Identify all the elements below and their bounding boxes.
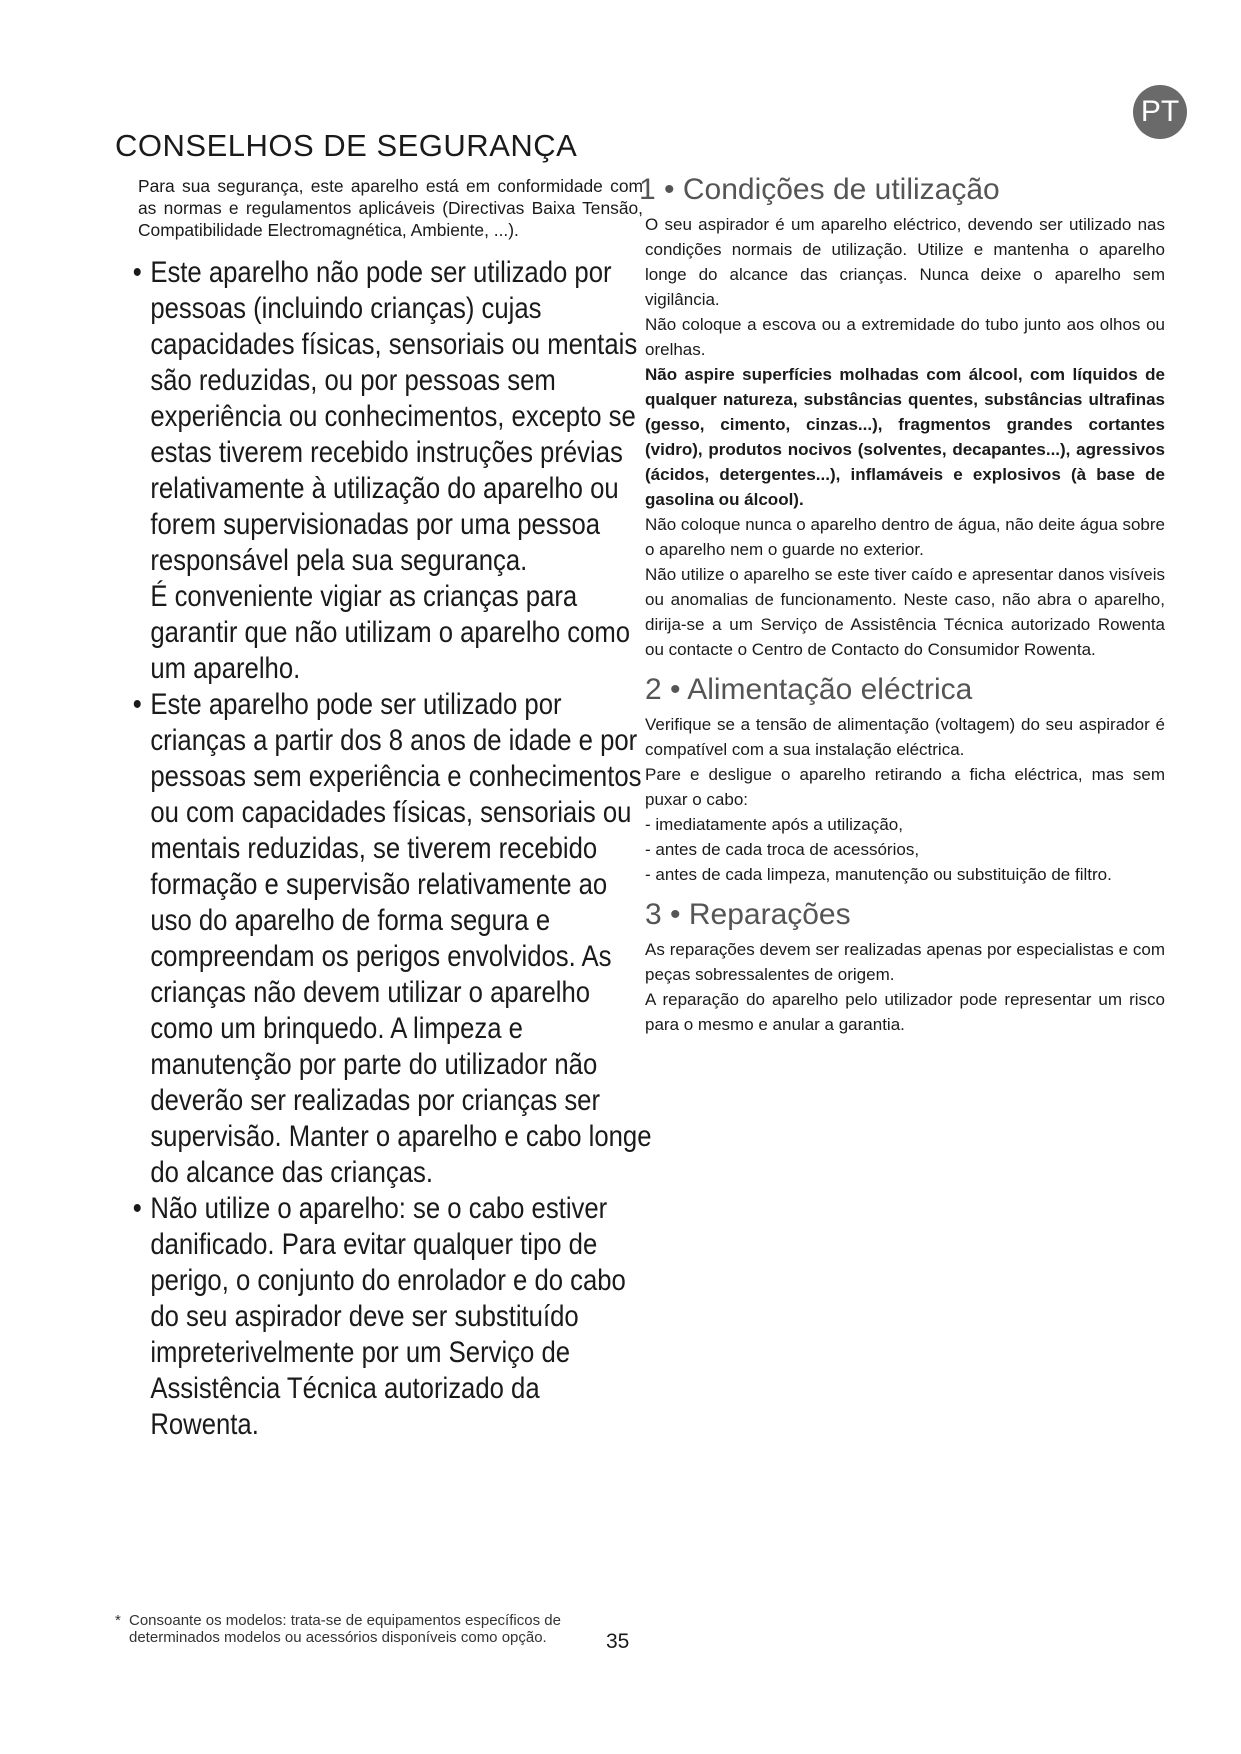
section-paragraph: Pare e desligue o aparelho retirando a ficha eléctrica, mas sem puxar o cabo: bbox=[645, 765, 1165, 809]
list-item: - imediatamente após a utilização, bbox=[645, 815, 903, 834]
intro-paragraph: Para sua segurança, este aparelho está em conformidade com as normas e regulamentos aplicáveis (Directivas Baixa Tensão, Compatibilidade Electromagnética, Ambiente, ...). bbox=[138, 176, 643, 240]
left-column bbox=[132, 175, 652, 1443]
section-paragraph: Não utilize o aparelho se este tiver caído e apresentar danos visíveis ou anomalias de funcionamento. Neste caso, não abra o aparelho, dirija-se a um Serviço de Assistência Técnica autorizado Rowenta ou contacte o Centro de Contacto do Consumidor Rowenta. bbox=[645, 565, 1165, 659]
safety-item-text: É conveniente vigiar as crianças para garantir que não utilizam o aparelho como um aparelho. bbox=[150, 581, 631, 685]
page-number: 35 bbox=[606, 1630, 630, 1653]
footnote-text: Consoante os modelos: trata-se de equipamentos específicos de determinados modelos ou acessórios disponíveis como opção. bbox=[129, 1612, 561, 1646]
safety-item-text: Este aparelho não pode ser utilizado por pessoas (incluindo crianças) cujas capacidades físicas, sensoriais ou mentais são reduzidas, ou por pessoas sem experiência ou conhecimentos, excepto se estas tiverem recebido instruções prévias relativamente à utilização do aparelho ou forem supervisionadas por uma pessoa responsável pela sua segurança. bbox=[150, 257, 638, 577]
safety-item bbox=[132, 687, 652, 1191]
section-title: 3 • Reparações bbox=[645, 898, 851, 931]
list-item: - antes de cada troca de acessórios, bbox=[645, 840, 920, 859]
safety-item-text: Não utilize o aparelho: se o cabo estiver danificado. Para evitar qualquer tipo de perigo, o conjunto do enrolador e do cabo do seu aspirador deve ser substituído impreterivelmente por um Serviço de Assistência Técnica autorizado da Rowenta. bbox=[150, 1193, 626, 1441]
section-title: 2 • Alimentação eléctrica bbox=[645, 673, 973, 706]
right-column bbox=[639, 172, 1165, 1037]
section-paragraph-bold: Não aspire superfícies molhadas com álcool, com líquidos de qualquer natureza, substâncias quentes, substâncias ultrafinas (gesso, cimento, cinzas...), fragmentos grandes cortantes (vidro), produtos nocivos (solventes, decapantes...), agressivos (ácidos, detergentes...), inflamáveis e explosivos (à base de gasolina ou álcool). bbox=[645, 365, 1165, 509]
safety-item bbox=[132, 255, 652, 687]
bullet-icon: • bbox=[132, 257, 142, 289]
bullet-icon: • bbox=[132, 689, 142, 721]
section-paragraph: As reparações devem ser realizadas apenas por especialistas e com peças sobressalentes de origem. bbox=[645, 940, 1165, 984]
section-paragraph: Não coloque nunca o aparelho dentro de água, não deite água sobre o aparelho nem o guarde no exterior. bbox=[645, 515, 1165, 559]
bullet-icon: • bbox=[132, 1193, 142, 1225]
section-paragraph: Não coloque a escova ou a extremidade do tubo junto aos olhos ou orelhas. bbox=[645, 315, 1165, 359]
section-paragraph: A reparação do aparelho pelo utilizador pode representar um risco para o mesmo e anular a garantia. bbox=[645, 990, 1165, 1034]
footnote bbox=[115, 1612, 565, 1646]
footnote-marker: * bbox=[115, 1612, 121, 1629]
page-title: CONSELHOS DE SEGURANÇA bbox=[115, 128, 578, 163]
section-title: 1 • Condições de utilização bbox=[639, 173, 1000, 206]
list-item: - antes de cada limpeza, manutenção ou substituição de filtro. bbox=[645, 865, 1112, 884]
safety-item-text: Este aparelho pode ser utilizado por crianças a partir dos 8 anos de idade e por pessoas sem experiência e conhecimentos ou com capacidades físicas, sensoriais ou mentais reduzidas, se tiverem recebido formação e supervisão relativamente ao uso do aparelho de forma segura e compreendam os perigos envolvidos. As crianças não devem utilizar o aparelho como um brinquedo. A limpeza e manutenção por parte do utilizador não deverão ser realizadas por crianças ser supervisão. Manter o aparelho e cabo longe do alcance das crianças. bbox=[150, 689, 652, 1189]
safety-item bbox=[132, 1191, 652, 1443]
section-paragraph: O seu aspirador é um aparelho eléctrico, devendo ser utilizado nas condições normais de utilização. Utilize e mantenha o aparelho longe do alcance das crianças. Nunca deixe o aparelho sem vigilância. bbox=[645, 215, 1165, 309]
language-badge: PT bbox=[1133, 85, 1187, 139]
section-paragraph: Verifique se a tensão de alimentação (voltagem) do seu aspirador é compatível com a sua instalação eléctrica. bbox=[645, 715, 1165, 759]
